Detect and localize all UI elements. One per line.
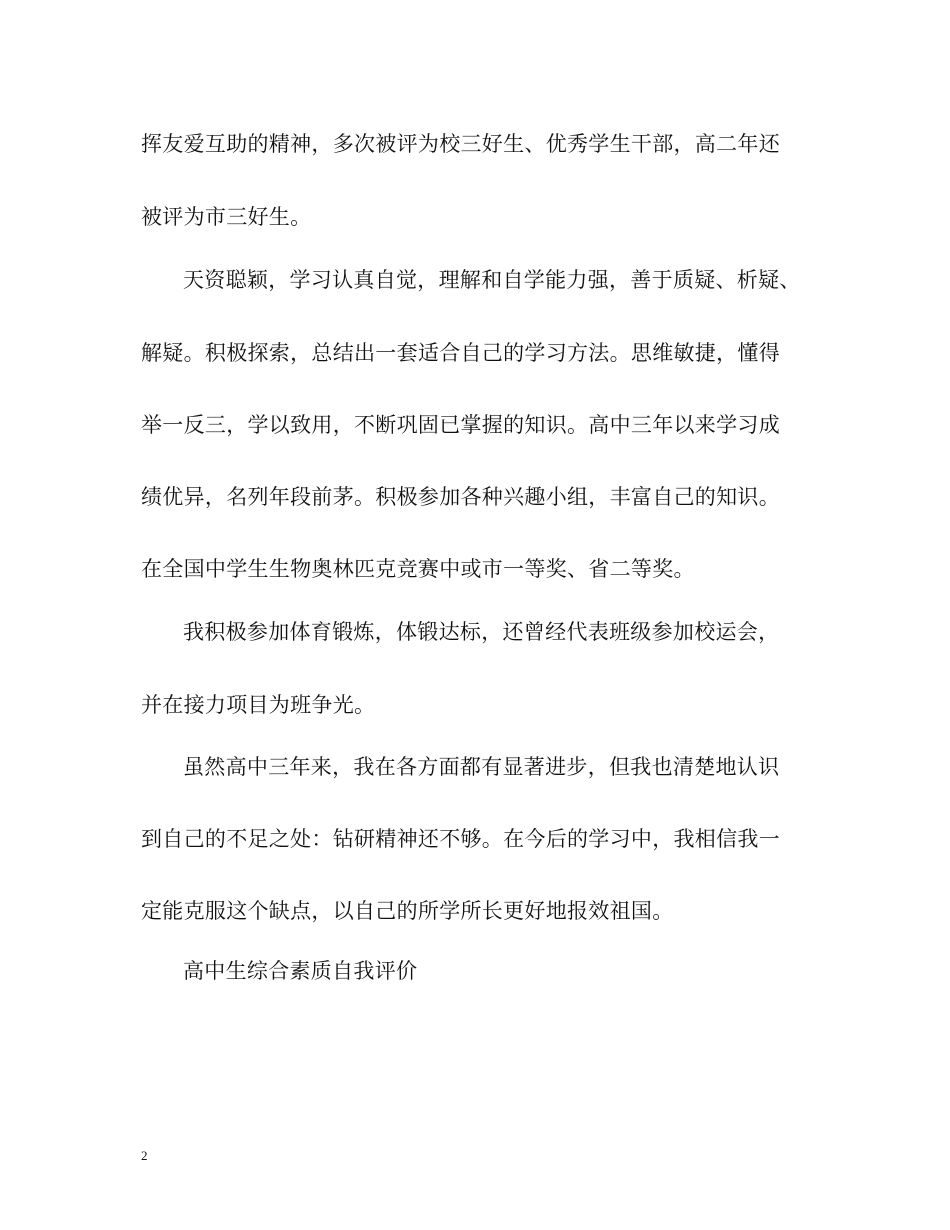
text-line: 被评为市三好生。 xyxy=(141,205,312,229)
page-number: 2 xyxy=(141,1148,148,1163)
text-line: 挥友爱互助的精神，多次被评为校三好生、优秀学生干部，高二年还 xyxy=(141,132,780,156)
text-line: 在全国中学生生物奥林匹克竞赛中或市一等奖、省二等奖。 xyxy=(141,557,695,581)
text-line: 定能克服这个缺点，以自己的所学所长更好地报效祖国。 xyxy=(141,899,674,923)
text-line: 举一反三，学以致用，不断巩固已掌握的知识。高中三年以来学习成 xyxy=(141,413,780,437)
text-line: 到自己的不足之处：钻研精神还不够。在今后的学习中，我相信我一 xyxy=(141,827,780,851)
paragraph-start-line: 虽然高中三年来，我在各方面都有显著进步，但我也清楚地认识 xyxy=(183,755,780,779)
paragraph-start-line: 我积极参加体育锻炼，体锻达标，还曾经代表班级参加校运会， xyxy=(183,620,780,644)
paragraph-start-line: 天资聪颖，学习认真自觉，理解和自学能力强，善于质疑、析疑、 xyxy=(183,268,801,292)
section-title: 高中生综合素质自我评价 xyxy=(183,959,418,983)
text-line: 解疑。积极探索，总结出一套适合自己的学习方法。思维敏捷，懂得 xyxy=(141,341,780,365)
text-line: 并在接力项目为班争光。 xyxy=(141,693,376,717)
text-line: 绩优异，名列年段前茅。积极参加各种兴趣小组，丰富自己的知识。 xyxy=(141,485,780,509)
